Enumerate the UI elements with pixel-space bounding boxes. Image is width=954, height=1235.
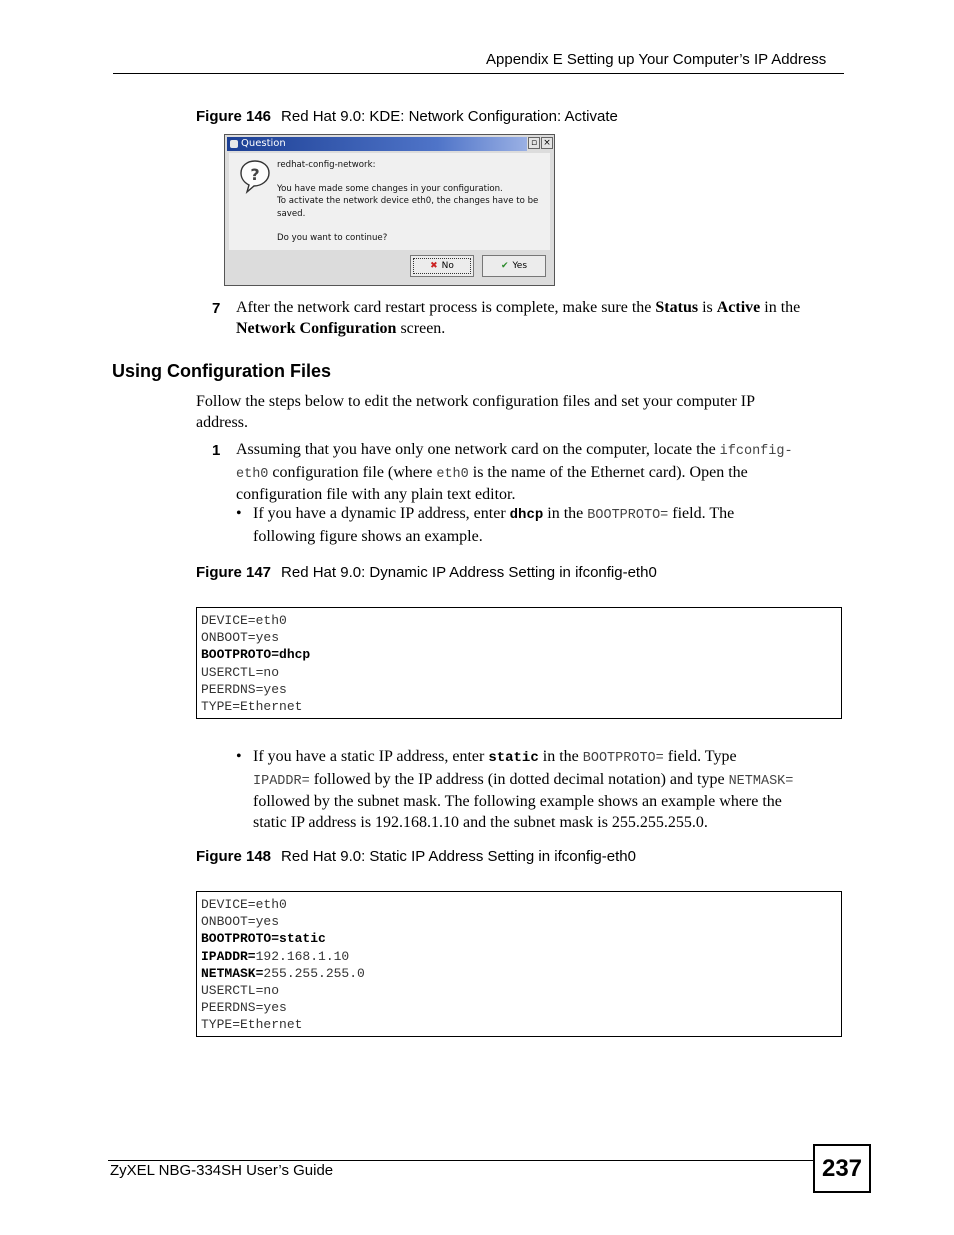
dialog-body — [229, 153, 550, 250]
figure-146-label: Figure 146 — [196, 108, 272, 125]
running-header: Appendix E Setting up Your Computer’s IP Address — [486, 51, 827, 68]
question-dialog — [224, 134, 555, 286]
page-number: 237 — [813, 1144, 871, 1193]
bullet-1-text — [253, 504, 848, 547]
text-line: followed by the subnet mask. The following example shows an example where the — [253, 793, 782, 810]
code-line: ONBOOT=yes — [201, 914, 280, 930]
text-line: following figure shows an example. — [253, 527, 483, 545]
text-line: IPADDR= followed by the IP address (in dotted decimal notation) and type NETMASK= — [253, 770, 794, 789]
figure-148-caption — [196, 848, 636, 865]
header-rule — [113, 73, 844, 74]
dialog-title: Question — [241, 138, 286, 149]
bullet-mark: • — [236, 505, 242, 522]
code-line: PEERDNS=yes — [201, 681, 287, 697]
no-button-label: No — [441, 261, 454, 271]
text-line: After the network card restart process is complete, make sure the Status is Active in the — [236, 299, 801, 316]
code-line: BOOTPROTO=dhcp — [201, 647, 311, 663]
footer-rule — [108, 1160, 814, 1161]
code-line: USERCTL=no — [201, 664, 280, 680]
step-1-text — [236, 440, 846, 506]
code-line: BOOTPROTO=static — [201, 931, 326, 947]
text-line: static IP address is 192.168.1.10 and the subnet mask is 255.255.255.0. — [253, 813, 708, 831]
maximize-icon[interactable]: ▫ — [528, 137, 540, 149]
figure-147-label: Figure 147 — [196, 564, 272, 581]
step-number: 7 — [212, 300, 221, 317]
text-line: configuration file with any plain text editor. — [236, 486, 516, 503]
figure-146-caption — [196, 108, 618, 125]
step-7-text — [236, 298, 846, 339]
text-line: address. — [196, 413, 248, 431]
code-line: TYPE=Ethernet — [201, 699, 303, 715]
dialog-line: saved. — [277, 208, 306, 219]
svg-text:?: ? — [250, 165, 260, 184]
question-icon — [239, 159, 271, 195]
bullet-2-text — [253, 747, 848, 833]
code-line: USERCTL=no — [201, 983, 280, 999]
text-line: Network Configuration screen. — [236, 319, 446, 337]
check-icon: ✔ — [500, 261, 509, 271]
close-icon[interactable]: × — [541, 137, 553, 149]
figure-147-title: Red Hat 9.0: Dynamic IP Address Setting in ifconfig-eth0 — [281, 564, 657, 581]
step-number: 1 — [212, 442, 221, 459]
figure-148-title: Red Hat 9.0: Static IP Address Setting in ifconfig-eth0 — [281, 848, 636, 865]
dialog-app-icon — [230, 140, 238, 148]
figure-147-caption — [196, 564, 657, 581]
code-listing-static — [196, 891, 842, 1037]
code-listing-dynamic — [196, 607, 842, 719]
bullet-mark: • — [236, 748, 242, 765]
dialog-line: You have made some changes in your configuration. — [277, 184, 503, 195]
dialog-titlebar — [227, 137, 527, 151]
footer-guide-title: ZyXEL NBG-334SH User’s Guide — [110, 1162, 334, 1179]
intro-paragraph — [196, 392, 846, 433]
text-line: If you have a static IP address, enter static in the BOOTPROTO= field. Type — [253, 748, 737, 766]
code-line: TYPE=Ethernet — [201, 1017, 303, 1033]
code-line: ONBOOT=yes — [201, 630, 280, 646]
dialog-question: Do you want to continue? — [277, 232, 388, 243]
text-line: If you have a dynamic IP address, enter dhcp in the BOOTPROTO= field. The — [253, 505, 735, 523]
yes-button[interactable] — [482, 255, 546, 277]
yes-button-label: Yes — [512, 261, 528, 271]
dialog-message — [277, 159, 547, 244]
code-line: PEERDNS=yes — [201, 1000, 287, 1016]
figure-146-title: Red Hat 9.0: KDE: Network Configuration: Activate — [281, 108, 618, 125]
cancel-x-icon: ✖ — [430, 261, 438, 271]
code-line: IPADDR=192.168.1.10 — [201, 948, 350, 964]
figure-148-label: Figure 148 — [196, 848, 272, 865]
code-line: DEVICE=eth0 — [201, 613, 287, 628]
no-button[interactable] — [410, 255, 474, 277]
text-line: eth0 configuration file (where eth0 is the name of the Ethernet card). Open the — [236, 463, 748, 482]
dialog-app-name: redhat-config-network: — [277, 160, 376, 170]
code-line: NETMASK=255.255.255.0 — [201, 965, 365, 981]
section-heading: Using Configuration Files — [112, 361, 331, 381]
dialog-line: To activate the network device eth0, the changes have to be — [277, 196, 539, 207]
text-line: Assuming that you have only one network card on the computer, locate the ifconfig- — [236, 441, 793, 459]
text-line: Follow the steps below to edit the network configuration files and set your computer IP — [196, 393, 755, 410]
code-line: DEVICE=eth0 — [201, 897, 287, 912]
